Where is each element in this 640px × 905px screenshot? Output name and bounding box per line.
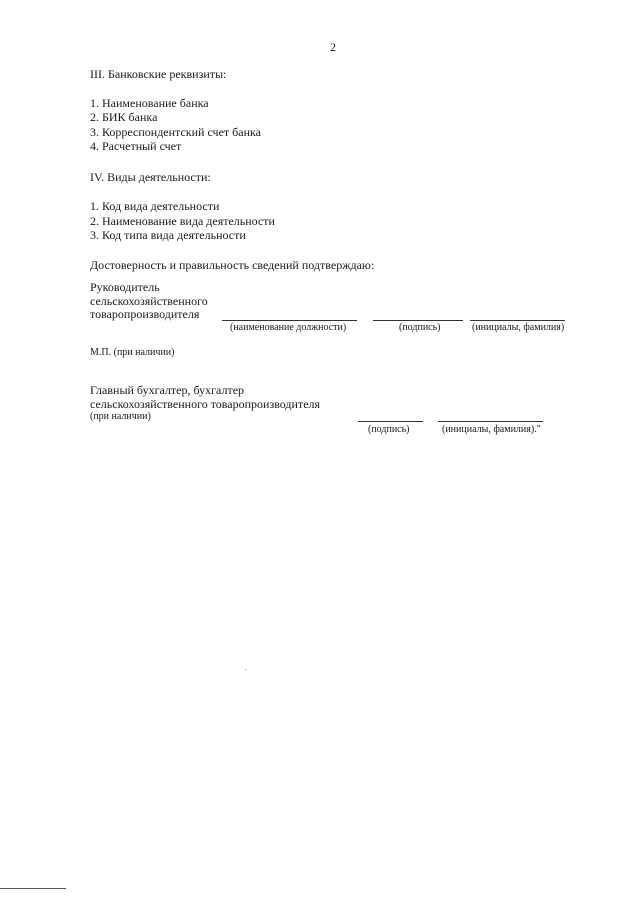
page-number: 2 xyxy=(330,40,336,54)
head-title-line-3: товаропроизводителя xyxy=(90,307,200,321)
accountant-title-line-1: Главный бухгалтер, бухгалтер xyxy=(90,383,245,397)
bank-item-settlement-account: 4. Расчетный счет xyxy=(90,139,182,153)
bank-item-name: 1. Наименование банка xyxy=(90,96,209,110)
bank-section-heading: III. Банковские реквизиты: xyxy=(90,67,227,81)
accountant-name-line xyxy=(438,421,543,422)
head-title-line-1: Руководитель xyxy=(90,280,160,294)
footnote-separator xyxy=(0,888,66,889)
head-name-caption: (инициалы, фамилия) xyxy=(472,322,565,333)
head-signature-line xyxy=(373,320,463,321)
head-signature-caption: (подпись) xyxy=(399,322,441,333)
scan-dot xyxy=(245,669,246,670)
accountant-signature-line xyxy=(358,421,423,422)
accountant-signature-caption: (подпись) xyxy=(368,424,410,435)
bank-item-correspondent-account: 3. Корреспондентский счет банка xyxy=(90,125,261,139)
activity-item-code: 1. Код вида деятельности xyxy=(90,199,220,213)
head-title-line-2: сельскохозяйственного xyxy=(90,294,208,308)
accountant-name-caption: (инициалы, фамилия)." xyxy=(442,424,541,435)
activity-item-name: 2. Наименование вида деятельности xyxy=(90,214,275,228)
confirmation-statement: Достоверность и правильность сведений подтверждаю: xyxy=(90,258,375,272)
activity-section-heading: IV. Виды деятельности: xyxy=(90,170,211,184)
accountant-note: (при наличии) xyxy=(90,411,151,422)
bank-item-bik: 2. БИК банка xyxy=(90,110,158,124)
head-position-line xyxy=(222,320,357,321)
activity-item-type-code: 3. Код типа вида деятельности xyxy=(90,228,246,242)
head-position-caption: (наименование должности) xyxy=(230,322,347,333)
accountant-title-line-2: сельскохозяйственного товаропроизводителя xyxy=(90,397,321,411)
seal-note: М.П. (при наличии) xyxy=(90,347,175,358)
head-name-line xyxy=(470,320,565,321)
